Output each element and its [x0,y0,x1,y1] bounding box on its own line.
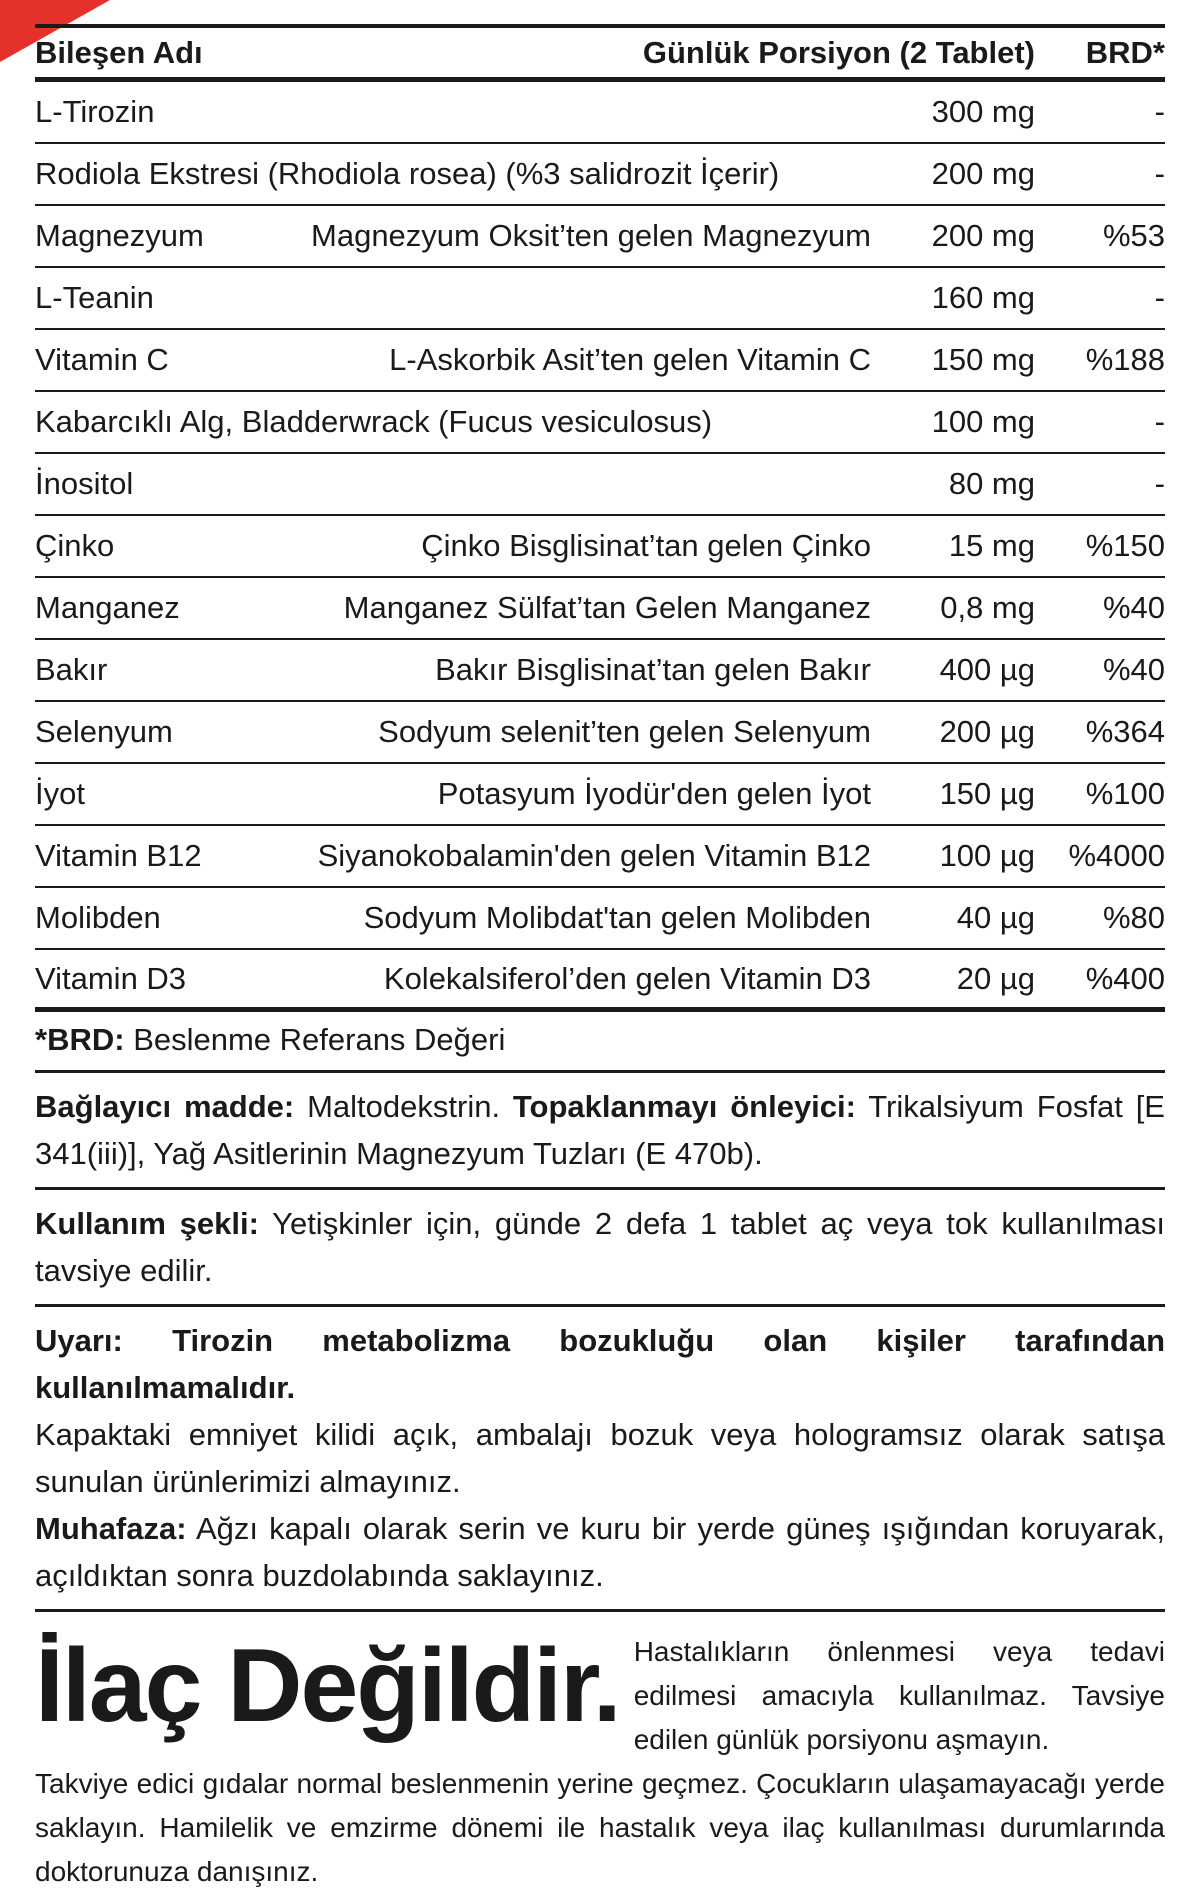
table-row [35,206,1165,268]
ingredient-brd: - [1154,94,1165,129]
ingredient-brd: - [1154,404,1165,439]
ingredient-amount: 200 mg [931,156,1035,191]
usage-text: Yetişkinler için, günde 2 defa 1 tablet aç veya tok kullanılması tavsiye edilir. [35,1206,1165,1288]
table-row [35,702,1165,764]
ingredient-source: Kolekalsiferol’den gelen Vitamin D3 [383,960,871,996]
table-row [35,826,1165,888]
ingredient-name: Molibden [35,900,161,935]
warning-label: Uyarı: [35,1323,123,1358]
storage-line [35,1505,1165,1599]
ingredient-amount: 80 mg [948,466,1035,501]
ingredient-amount: 200 mg [931,218,1035,253]
table-row [35,392,1165,454]
label-page [35,24,1165,1894]
ingredient-name: Kabarcıklı Alg, Bladderwrack (Fucus vesiculosus) [35,404,713,439]
header-serving: Günlük Porsiyon (2 Tablet) [642,34,1035,70]
warning-text: Tirozin metabolizma bozukluğu olan kişiler tarafından kullanılmamalıdır. [35,1323,1166,1405]
ingredient-name: Vitamin D3 [35,960,187,996]
table-row [35,950,1165,1012]
warning-extra: Kapaktaki emniyet kilidi açık, ambalajı bozuk veya hologramsız olarak satışa sunulan ürünlerimizi almayınız. [35,1417,1165,1499]
ingredient-brd: %400 [1085,960,1165,996]
ingredients-table [35,82,1165,1012]
table-row [35,82,1165,144]
ingredient-source: Bakır Bisglisinat’tan gelen Bakır [435,652,871,687]
ingredient-brd: %100 [1085,776,1165,811]
table-row [35,454,1165,516]
footer-section [35,1612,1165,1894]
ingredient-amount: 200 µg [939,714,1035,749]
table-row [35,578,1165,640]
ingredient-source: Magnezyum Oksit’ten gelen Magnezyum [311,218,871,253]
ingredient-amount: 400 µg [939,652,1035,687]
ingredient-name: Çinko [35,528,115,563]
table-row [35,640,1165,702]
anticaking-text: Trikalsiyum Fosfat [E 341(iii)], Yağ Asitlerinin Magnezyum Tuzları (E 470b). [35,1089,1165,1171]
ingredient-amount: 300 mg [931,94,1035,129]
ingredient-name: Vitamin C [35,342,169,377]
ingredient-brd: - [1154,280,1165,315]
ingredient-source: Çinko Bisglisinat’tan gelen Çinko [421,528,871,563]
ingredient-name: İyot [35,776,85,811]
usage-section [35,1190,1165,1307]
ingredient-amount: 150 µg [939,776,1035,811]
ingredient-name: L-Tirozin [35,94,155,129]
table-row [35,888,1165,950]
ingredient-name: L-Teanin [35,280,154,315]
ingredient-brd: %150 [1085,528,1165,563]
storage-label: Muhafaza: [35,1511,187,1546]
binder-text: Maltodekstrin. [307,1089,501,1124]
table-row [35,764,1165,826]
usage-label: Kullanım şekli: [35,1206,259,1241]
ingredient-brd: - [1154,156,1165,191]
anticaking-label: Topaklanmayı önleyici: [512,1089,856,1124]
warning-line [35,1317,1165,1411]
storage-text: Ağzı kapalı olarak serin ve kuru bir yerde güneş ışığından koruyarak, açıldıktan sonra buzdolabında saklayınız. [35,1511,1166,1593]
ingredient-brd: %80 [1102,900,1165,935]
table-row [35,516,1165,578]
ingredient-brd: %40 [1102,652,1165,687]
ingredient-name: Rodiola Ekstresi (Rhodiola rosea) (%3 salidrozit İçerir) [35,156,780,191]
table-header [35,24,1165,82]
ingredient-amount: 20 µg [956,960,1035,996]
header-brd: BRD* [1085,34,1165,70]
ingredient-name: İnositol [35,466,134,501]
ingredient-amount: 160 mg [931,280,1035,315]
ingredient-amount: 100 µg [939,838,1035,873]
brd-footnote-text: Beslenme Referans Değeri [133,1022,506,1057]
table-row [35,268,1165,330]
ingredient-source: Potasyum İyodür'den gelen İyot [437,776,871,811]
ingredient-brd: %40 [1102,590,1165,625]
table-row [35,144,1165,206]
ingredient-name: Manganez [35,590,180,625]
footer-bottom-text: Takviye edici gıdalar normal beslenmenin yerine geçmez. Çocukların ulaşamayacağı yerde saklayın. Hamilelik ve emzirme dönemi ile hastalık veya ilaç kullanılması durumlarında doktorunuza danışınız. [35,1768,1165,1887]
ingredient-name: Vitamin B12 [35,838,202,873]
brd-footnote-label: *BRD: [35,1022,125,1057]
header-name: Bileşen Adı [35,34,203,70]
ingredient-source: L-Askorbik Asit’ten gelen Vitamin C [389,342,871,377]
table-row [35,330,1165,392]
warning-section [35,1307,1165,1612]
ingredient-amount: 0,8 mg [940,590,1035,625]
ingredient-brd: %53 [1102,218,1165,253]
ingredient-brd: %4000 [1068,838,1165,873]
ingredient-source: Siyanokobalamin'den gelen Vitamin B12 [317,838,871,873]
ingredient-name: Bakır [35,652,108,687]
ingredient-brd: - [1154,466,1165,501]
footer-side-text: Hastalıkların önlenmesi veya tedavi edilmesi amacıyla kullanılmaz. Tavsiye edilen günlük porsiyonu aşmayın. [633,1636,1165,1755]
ingredient-source: Manganez Sülfat’tan Gelen Manganez [343,590,871,625]
ingredient-name: Magnezyum [35,218,204,253]
brd-footnote [35,1012,1165,1073]
ingredient-amount: 100 mg [931,404,1035,439]
ingredient-amount: 150 mg [931,342,1035,377]
ingredient-amount: 15 mg [948,528,1035,563]
ingredient-source: Sodyum selenit’ten gelen Selenyum [378,714,871,749]
ingredient-brd: %364 [1085,714,1165,749]
binder-label: Bağlayıcı madde: [35,1089,295,1124]
ingredient-amount: 40 µg [956,900,1035,935]
not-medicine-headline: İlaç Değildir. [35,1628,620,1744]
ingredient-name: Selenyum [35,714,173,749]
ingredient-brd: %188 [1085,342,1165,377]
ingredient-source: Sodyum Molibdat'tan gelen Molibden [363,900,871,935]
excipients-section [35,1073,1165,1190]
